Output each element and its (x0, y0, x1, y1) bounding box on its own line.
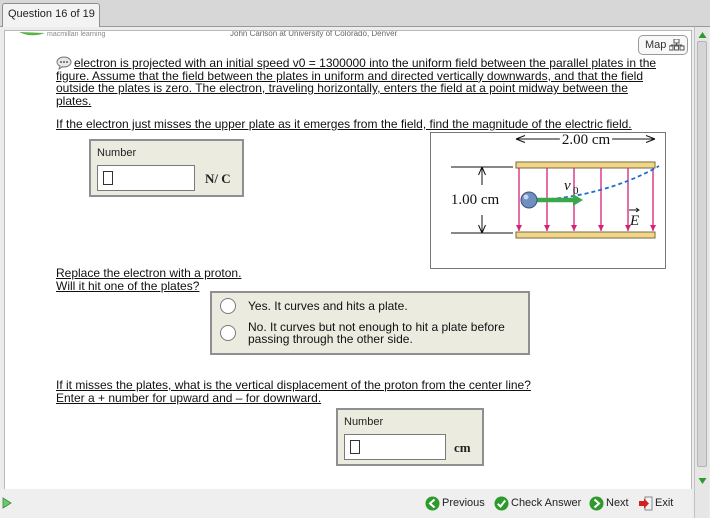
scroll-up-icon[interactable] (698, 31, 707, 39)
choice-no-label: No. It curves but not enough to hit a plate before passing through the other side. (248, 320, 505, 346)
question1-unit: N/ C (205, 171, 231, 186)
play-icon[interactable] (2, 497, 12, 509)
tab-bar (0, 0, 710, 27)
previous-arrow-icon (425, 496, 440, 511)
velocity-label: v (564, 178, 571, 194)
problem-statement (56, 57, 666, 107)
question-window (0, 27, 710, 518)
question1-number-input[interactable] (97, 165, 195, 191)
trajectory-path (529, 166, 659, 200)
vertical-scrollbar[interactable] (694, 27, 709, 518)
question3-input-label: Number (344, 416, 384, 428)
bottom-toolbar (0, 489, 692, 518)
parallel-plates-figure (430, 132, 666, 269)
course-header: John Carlson at University of Colorado, Denver (230, 30, 398, 38)
map-button-label: Map (645, 39, 667, 51)
exit-icon (638, 496, 653, 511)
question3-number-input[interactable] (344, 434, 446, 460)
question1-input-label: Number (97, 147, 137, 159)
question3-line1: If it misses the plates, what is the vertical displacement of the proton from the center line? (56, 378, 531, 392)
exit-label: Exit (655, 497, 674, 509)
vector-arrow-icon (629, 208, 639, 212)
next-label: Next (606, 497, 629, 509)
upper-plate (516, 162, 655, 168)
figure-drawing (431, 133, 665, 268)
text-cursor-icon (103, 171, 113, 185)
question1-text: If the electron just misses the upper plate as it emerges from the field, find the magnitude of the electric field. (56, 117, 632, 131)
question1-answer-box (89, 139, 244, 197)
question2-prompt (56, 267, 656, 292)
scroll-down-icon[interactable] (698, 477, 707, 485)
radio-no[interactable] (220, 325, 236, 341)
map-tree-icon (669, 39, 685, 51)
problem-text: electron is projected with an initial speed v0 = 1300000 into the uniform field between the parallel plates in the figure. Assume that the field between the plates in uniform and directed vertically downwards, and that the field outside the plates is zero. The electron, traveling horizontally, enters the field at a point midway between the plates. (56, 56, 657, 108)
question3-prompt (56, 379, 656, 404)
check-answer-label: Check Answer (511, 497, 582, 509)
particle-icon (521, 192, 537, 208)
text-cursor-icon (350, 440, 360, 454)
checkmark-icon (494, 496, 509, 511)
tab-question-label: Question 16 of 19 (8, 8, 95, 20)
question3-unit: cm (454, 440, 471, 455)
scrollbar-thumb[interactable] (697, 41, 707, 467)
question2-line1: Replace the electron with a proton. (56, 266, 242, 280)
exit-button[interactable] (638, 496, 680, 512)
radio-yes[interactable] (220, 298, 236, 314)
previous-button[interactable] (425, 496, 491, 512)
field-label: E (630, 213, 640, 229)
lower-plate (516, 232, 655, 238)
tab-question[interactable] (2, 3, 100, 27)
plate-gap-label: 1.00 cm (450, 192, 500, 208)
next-arrow-icon (589, 496, 604, 511)
publisher-name: macmillan learning (47, 31, 106, 38)
velocity-subscript: 0 (573, 185, 579, 197)
question-content (4, 30, 692, 492)
map-button[interactable] (638, 35, 688, 55)
next-button[interactable] (589, 496, 635, 512)
question3-answer-box (336, 408, 484, 466)
previous-label: Previous (442, 497, 485, 509)
check-answer-button[interactable] (494, 496, 586, 512)
question2-line2: Will it hit one of the plates? (56, 278, 200, 293)
question2-choices (210, 291, 530, 355)
choice-yes-label: Yes. It curves and hits a plate. (248, 299, 408, 313)
question3-line2: Enter a + number for upward and – for downward. (56, 390, 322, 405)
plate-width-label: 2.00 cm (561, 133, 611, 148)
question1-prompt (56, 118, 656, 131)
